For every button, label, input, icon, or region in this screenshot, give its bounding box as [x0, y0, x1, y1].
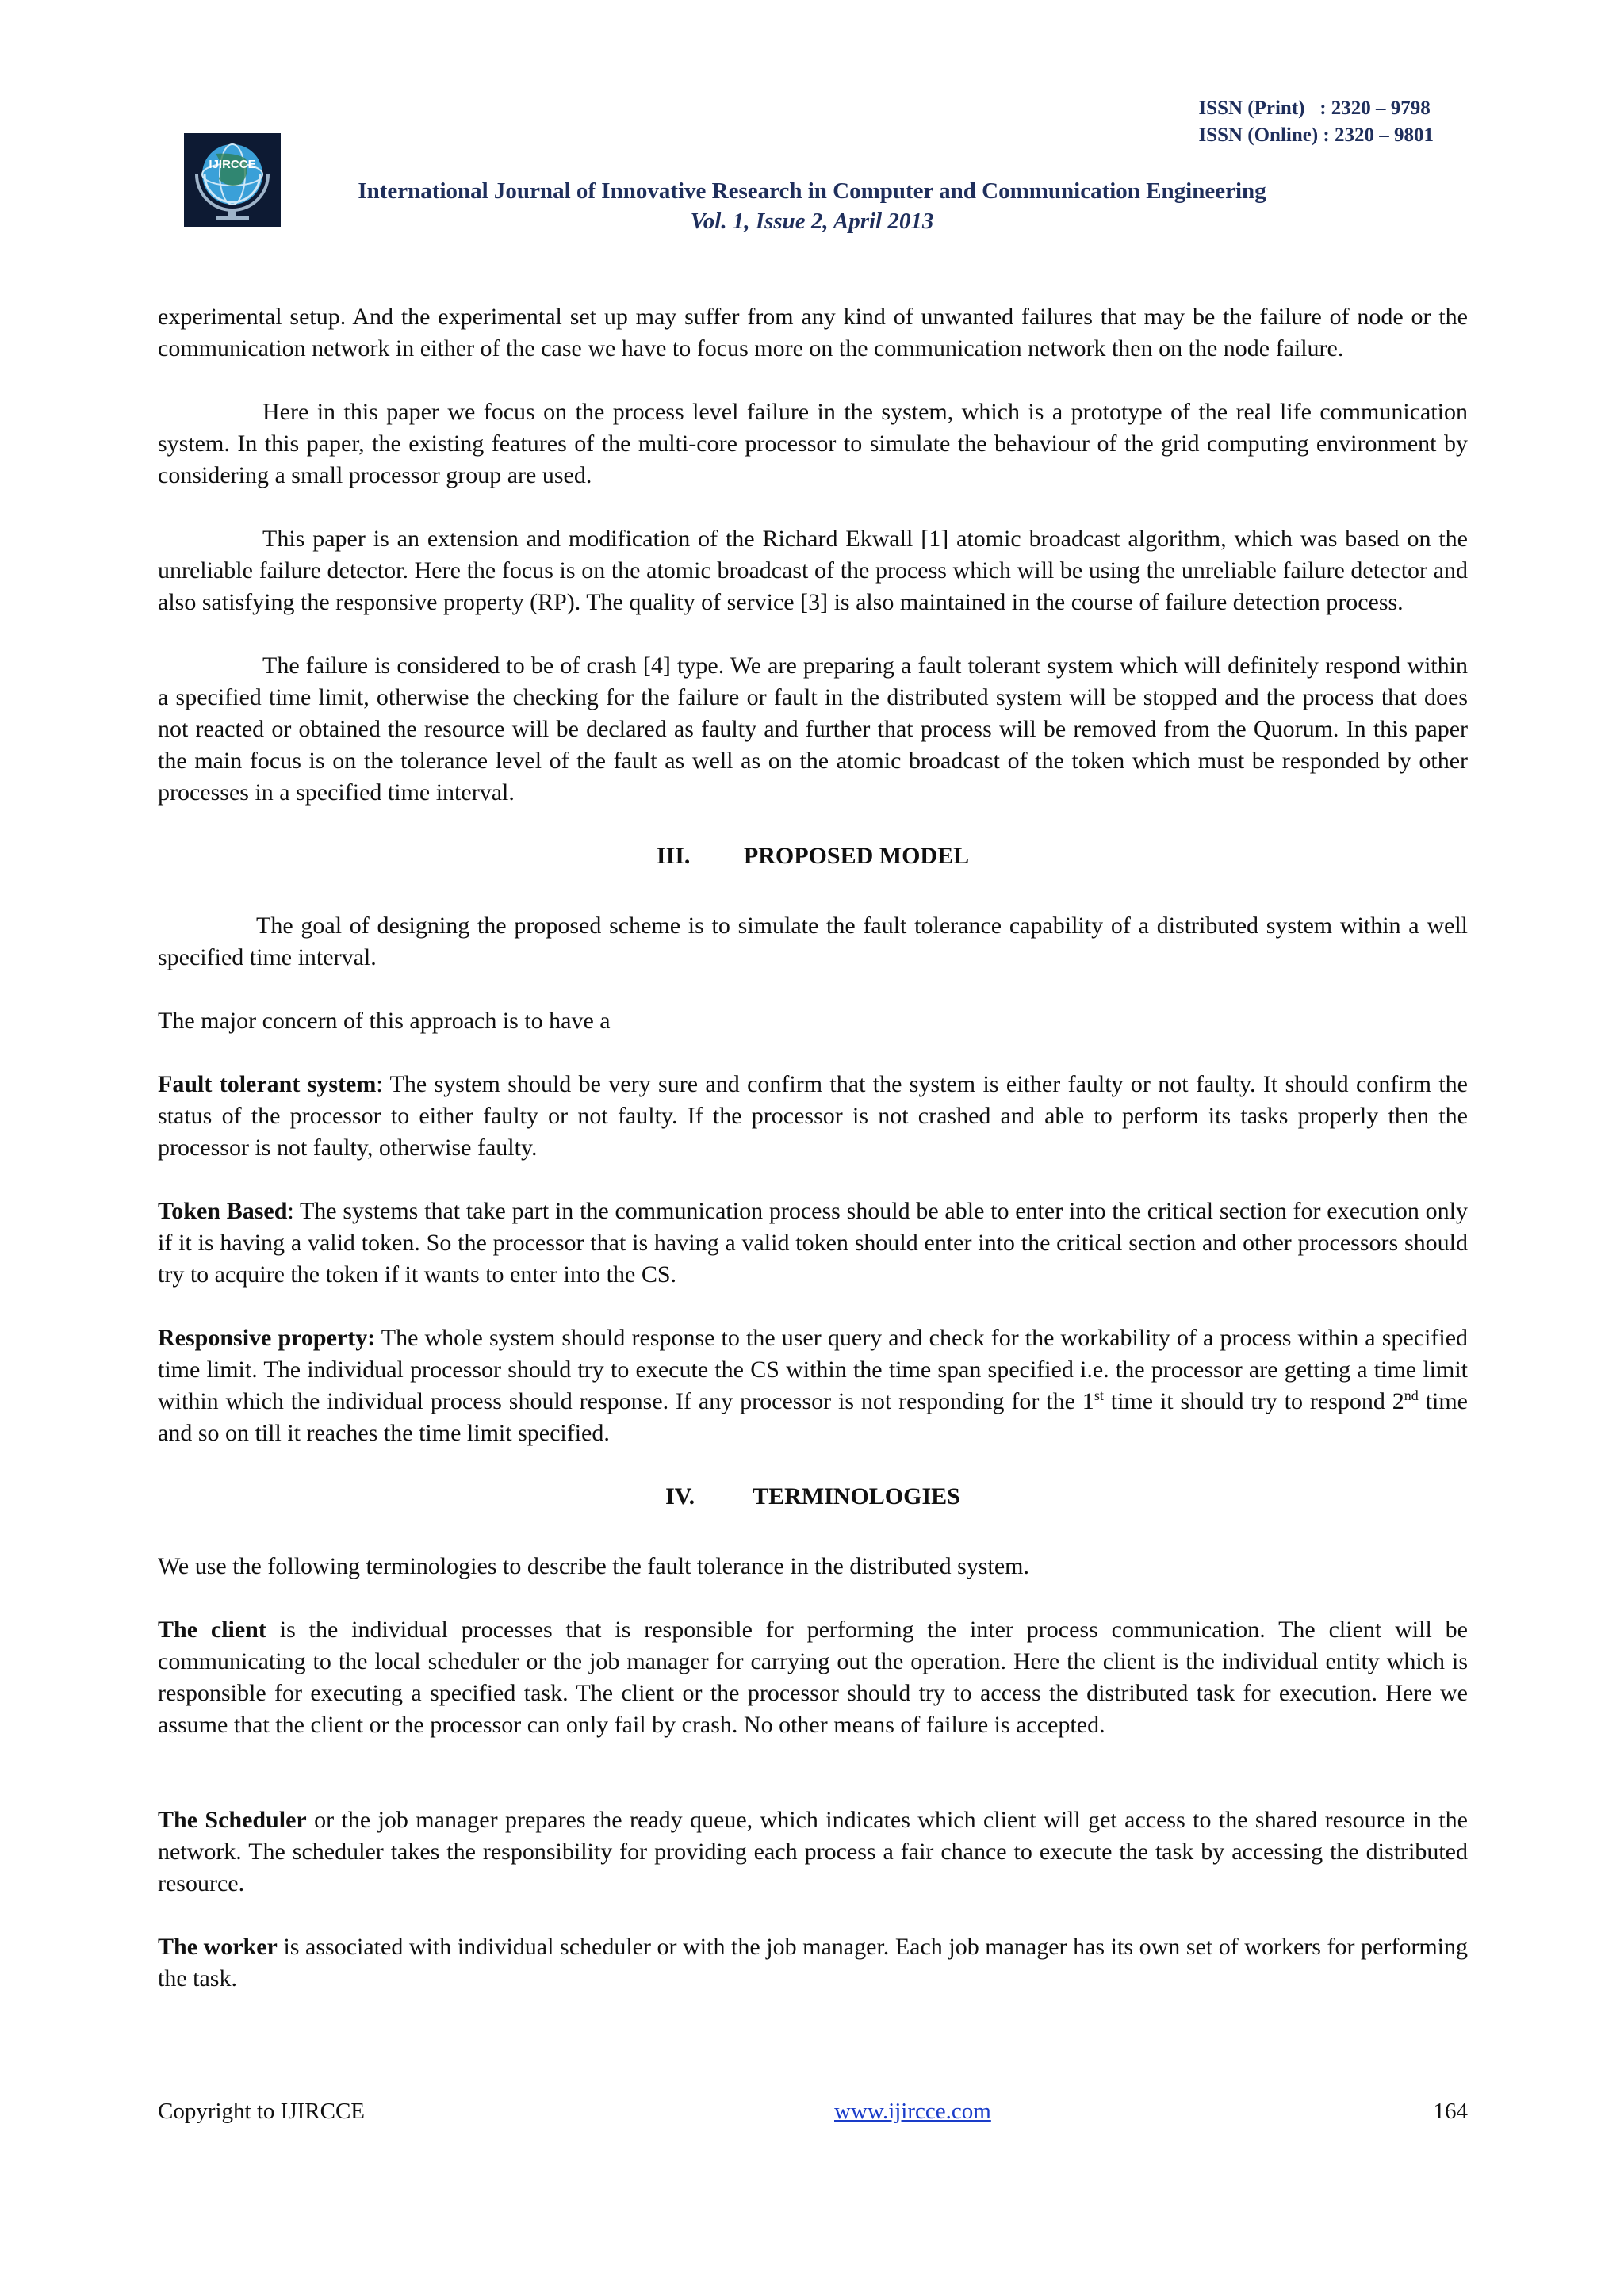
client-text: is the individual processes that is responsible for performing the inter process communication. The client will be communicating to the local scheduler or the job manager for carrying out the operation. Here the client is the individual entity which is responsible for executing a specified task. The client or the processor should try to access the distributed task for execution. Here we assume that the client or the processor can only fail by crash. No other means of failure is accepted.: [158, 1617, 1468, 1738]
responsive-text-c: time and so on till it reaches the time limit specified.: [158, 1388, 1469, 1446]
worker-paragraph: [158, 1931, 1468, 1995]
responsive-text-b: time it should try to respond 2: [1103, 1388, 1404, 1414]
logo-text: IJIRCCE: [209, 158, 256, 171]
issn-print: ISSN (Print) : 2320 – 9798: [1198, 98, 1431, 119]
section-heading-3: [158, 840, 1468, 872]
term-token-based: Token Based: [158, 1198, 288, 1224]
issn-block: [1198, 95, 1434, 149]
section-number: III.: [656, 843, 691, 869]
worker-text: is associated with individual scheduler or with the job manager. Each job manager has its own set of workers for performing the task.: [158, 1934, 1469, 1992]
paragraph-1: experimental setup. And the experimental set up may suffer from any kind of unwanted failures that may be the failure of node or the communication network in either of the case we have to focus more on the communication network then on the node failure.: [158, 304, 1468, 362]
token-based-text: : The systems that take part in the communication process should be able to enter into the critical section for execution only if it is having a valid token. So the processor that is having a valid token should enter into the critical section and other processors should try to acquire the token if it wants to enter into the CS.: [158, 1198, 1469, 1288]
responsive-property-paragraph: [158, 1322, 1468, 1449]
superscript-nd: nd: [1404, 1387, 1419, 1403]
paragraph-6: The major concern of this approach is to have a: [158, 1008, 611, 1034]
term-fault-tolerant: Fault tolerant system: [158, 1071, 377, 1097]
scheduler-text: or the job manager prepares the ready queue, which indicates which client will get access to the shared resource in the network. The scheduler takes the responsibility for providing each process a fair chance to execute the task by accessing the distributed resource.: [158, 1807, 1468, 1896]
section-title: TERMINOLOGIES: [753, 1483, 960, 1510]
token-based-paragraph: [158, 1196, 1468, 1291]
main-content: [158, 301, 1468, 1995]
paragraph-4: The failure is considered to be of crash [4] type. We are preparing a fault tolerant system which will definitely respond within a specified time limit, otherwise the checking for the failure or fault in the distributed system will be stopped and the process that does not reacted or obtained the resource will be declared as faulty and further that process will be removed from the Quorum. In this paper the main focus is on the tolerance level of the fault as well as on the atomic broadcast of the token which must be responded by other processes in a specified time interval.: [158, 652, 1468, 806]
scheduler-paragraph: [158, 1804, 1468, 1900]
paragraph-3: This paper is an extension and modification of the Richard Ekwall [1] atomic broadcast algorithm, which was based on the unreliable failure detector. Here the focus is on the atomic broadcast of the process which will be using the unreliable failure detector and also satisfying the responsive property (RP). The quality of service [3] is also maintained in the course of failure detection process.: [158, 526, 1468, 615]
client-paragraph: [158, 1614, 1468, 1741]
term-worker: The worker: [158, 1934, 278, 1960]
term-scheduler: The Scheduler: [158, 1807, 307, 1833]
footer-website-link[interactable]: www.ijircce.com: [834, 2099, 991, 2124]
term-client: The client: [158, 1617, 266, 1643]
paragraph-7: We use the following terminologies to describe the fault tolerance in the distributed system.: [158, 1553, 1029, 1579]
responsive-text-a: The whole system should response to the user query and check for the workability of a process within a specified time limit. The individual processor should try to execute the CS within the time span specified i.e. the processor are getting a time limit within which the individual process should response. If any processor is not responding for the 1: [158, 1325, 1469, 1414]
section-number: IV.: [665, 1483, 695, 1510]
journal-header: [0, 176, 1624, 236]
journal-volume: Vol. 1, Issue 2, April 2013: [690, 209, 934, 234]
paragraph-2: Here in this paper we focus on the process level failure in the system, which is a prototype of the real life communication system. In this paper, the existing features of the multi-core processor to simulate the behaviour of the grid computing environment by considering a small processor group are used.: [158, 399, 1468, 488]
page-number: 164: [1433, 2099, 1468, 2124]
footer-copyright: Copyright to IJIRCCE: [158, 2099, 366, 2124]
section-title: PROPOSED MODEL: [743, 843, 970, 869]
fault-tolerant-text: : The system should be very sure and confirm that the system is either faulty or not faulty. It should confirm the status of the processor to either faulty or not faulty. If the processor is not crashed and able to perform its tasks properly then the processor is not faulty, otherwise faulty.: [158, 1071, 1468, 1161]
section-heading-4: [158, 1481, 1468, 1513]
superscript-st: st: [1094, 1387, 1104, 1403]
journal-title: International Journal of Innovative Research in Computer and Communication Engineering: [358, 178, 1266, 204]
fault-tolerant-paragraph: [158, 1069, 1468, 1164]
term-responsive-property: Responsive property:: [158, 1325, 376, 1351]
issn-online: ISSN (Online) : 2320 – 9801: [1198, 124, 1434, 146]
paragraph-5: The goal of designing the proposed scheme is to simulate the fault tolerance capability of a distributed system within a well specified time interval.: [158, 913, 1468, 970]
